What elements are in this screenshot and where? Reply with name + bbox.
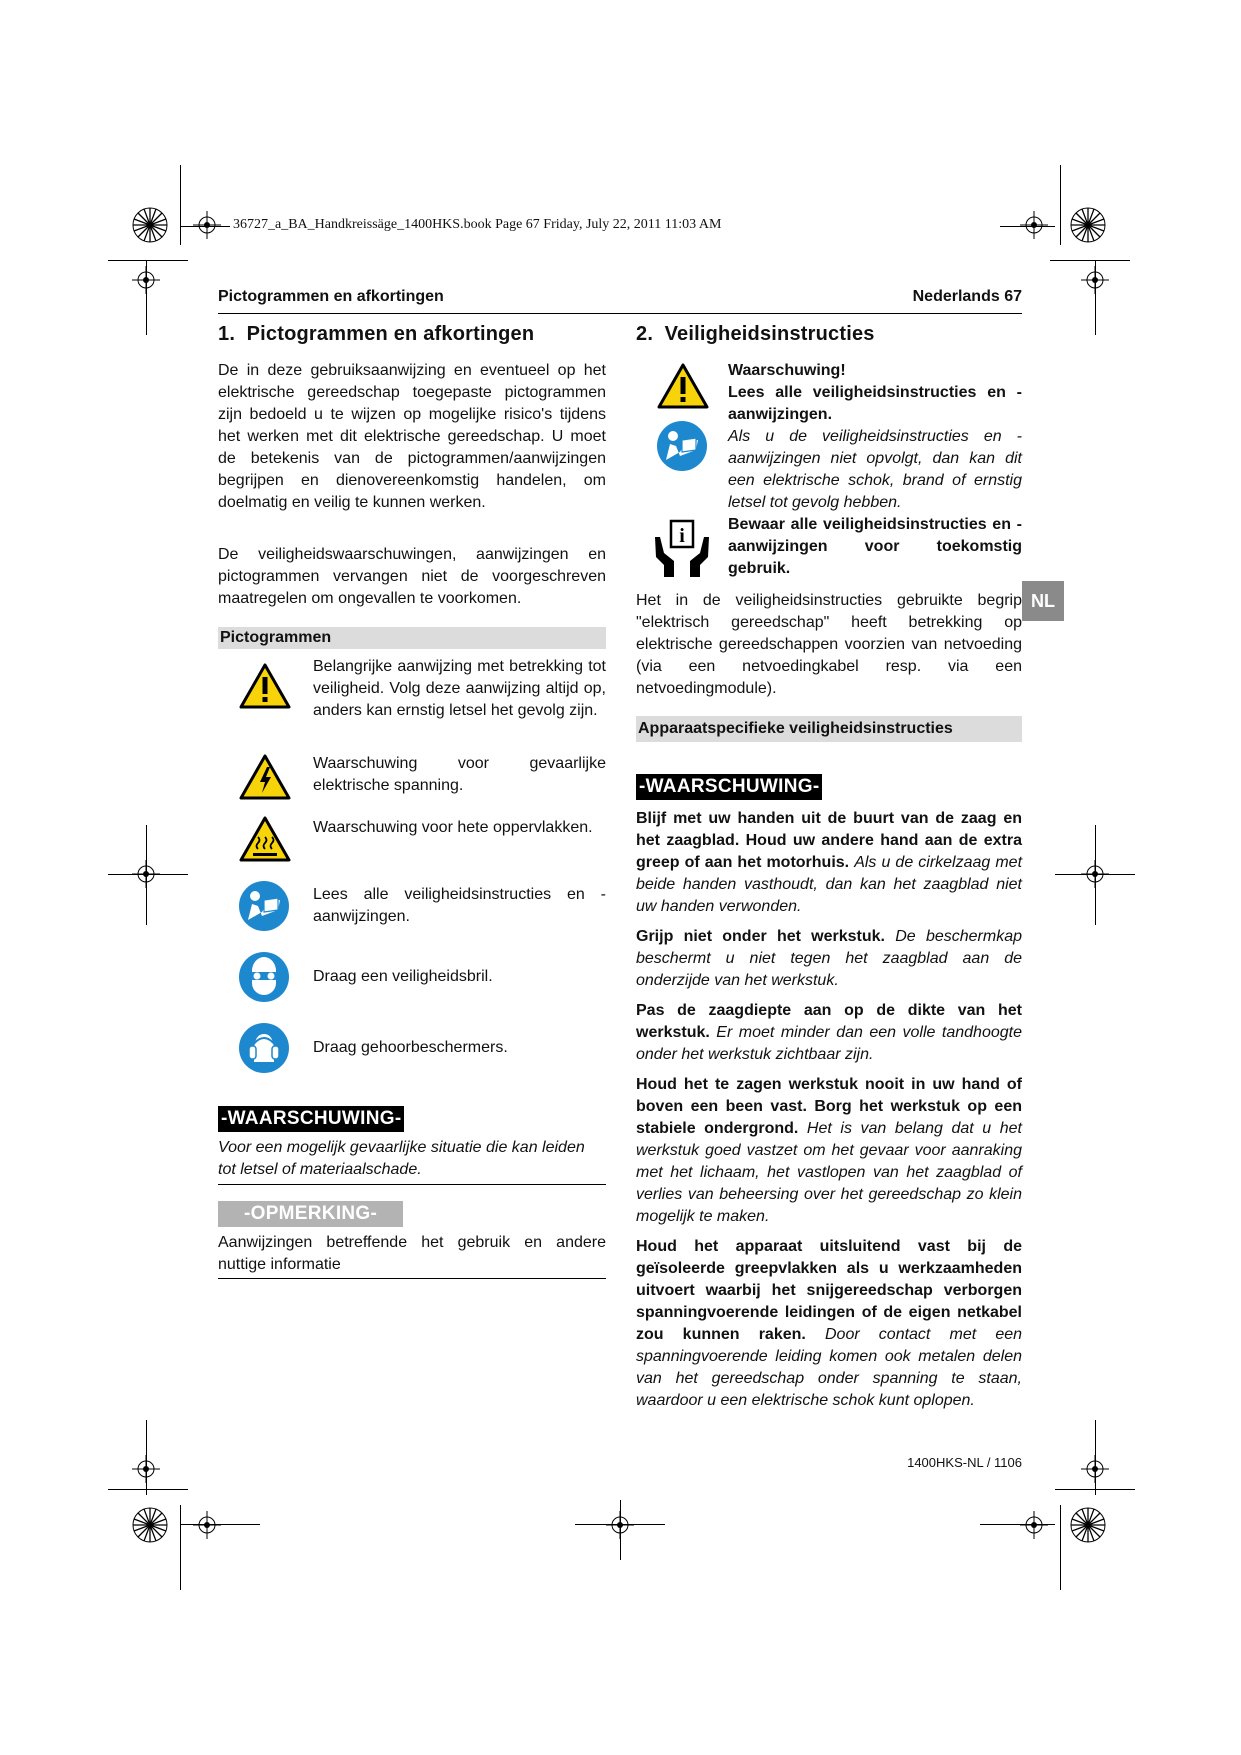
warning-triangle-icon xyxy=(656,362,710,410)
read-manual-icon xyxy=(238,880,290,932)
warning-read-all: Lees alle veiligheidsinstructies en -aanwijzingen. xyxy=(728,384,1022,423)
warning-consequence: Als u de veiligheidsinstructies en -aanwijzingen niet opvolgt, dan kan dit een elektrische schok, brand of ernstig letsel tot gevolg hebben. xyxy=(728,428,1022,511)
section-2-heading: 2. Veiligheidsinstructies xyxy=(636,323,875,345)
section-1-heading: 1. Pictogrammen en afkortingen xyxy=(218,323,535,345)
safety-glasses-icon xyxy=(238,951,290,1003)
picto-text-warning: Belangrijke aanwijzing met betrekking tot veiligheid. Volg deze aanwijzing altijd op, anders kan ernstig letsel het gevolg zijn. xyxy=(313,658,606,719)
note-description: Aanwijzingen betreffende het gebruik en andere nuttige informatie xyxy=(218,1234,606,1273)
ear-protection-icon xyxy=(238,1022,290,1074)
crosshair-icon xyxy=(132,1455,160,1483)
keep-instructions: Bewaar alle veiligheidsinstructies en -aanwijzingen voor toekomstig gebruik. xyxy=(728,516,1022,577)
crosshair-icon xyxy=(193,1511,221,1539)
svg-text:i: i xyxy=(679,525,685,547)
picto-text-ear-protection: Draag gehoorbeschermers. xyxy=(313,1039,508,1056)
instruction-item: Houd het apparaat uitsluitend vast bij de geïsoleerde greepvlakken als u werkzaamheden uitvoert waarbij het snijgereedschap verborgen spanningvoerende leidingen of de eigen netkabel zou kunnen raken. Door contact met een spanningvoerende leiding komen ook metalen delen van het gereedschap onder spanning te staan, waardoor u een elektrische schok kunt oplopen. xyxy=(636,1238,1023,1409)
crosshair-icon xyxy=(1081,1455,1109,1483)
electric-voltage-icon xyxy=(238,753,292,801)
picto-text-voltage: Waarschuwing voor gevaarlijke elektrische spanning. xyxy=(313,755,606,794)
crosshair-icon xyxy=(193,211,221,239)
warning-rule xyxy=(218,1184,606,1185)
instruction-item: Pas de zaagdiepte aan op de dikte van het werkstuk. Er moet minder dan een volle tandhoogte onder het werkstuk zichtbaar zijn. xyxy=(636,1002,1022,1063)
file-header: 36727_a_BA_Handkreissäge_1400HKS.book Page 67 Friday, July 22, 2011 11:03 AM xyxy=(233,217,722,232)
picto-text-safety-glasses: Draag een veiligheidsbril. xyxy=(313,968,493,985)
pictograms-heading: Pictogrammen xyxy=(218,627,606,649)
crosshair-icon xyxy=(1020,211,1048,239)
read-manual-icon xyxy=(656,420,708,472)
running-header-left: Pictogrammen en afkortingen xyxy=(218,288,444,305)
language-tab: NL xyxy=(1022,581,1064,621)
warning-triangle-icon xyxy=(238,662,292,710)
warning-description: Voor een mogelijk gevaarlijke situatie die kan leiden tot letsel of materiaalschade. xyxy=(218,1139,585,1178)
warning-label: -WAARSCHUWING- xyxy=(218,1106,404,1132)
instruction-list xyxy=(636,808,1022,1412)
picto-text-hot-surface: Waarschuwing voor hete oppervlakken. xyxy=(313,819,593,836)
note-label: -OPMERKING- xyxy=(218,1201,403,1227)
instruction-item: Blijf met uw handen uit de buurt van de zaag en het zaagblad. Houd uw andere hand aan de extra greep of aan het motorhuis. Als u de cirkelzaag met beide handen vasthoudt, dan kan het zaagblad niet uw handen verwonden. xyxy=(636,810,1023,915)
hot-surface-icon xyxy=(238,815,292,863)
crosshair-icon xyxy=(1020,1511,1048,1539)
registration-target-icon xyxy=(1068,205,1108,245)
keep-instructions-icon xyxy=(652,519,712,581)
header-rule xyxy=(218,313,1022,314)
intro-paragraph-2: De veiligheidswaarschuwingen, aanwijzingen en pictogrammen vervangen niet de voorgeschreven maatregelen om ongevallen te voorkomen. xyxy=(218,546,606,607)
picto-text-read-manual: Lees alle veiligheidsinstructies en -aanwijzingen. xyxy=(313,886,606,925)
footer-code: 1400HKS-NL / 1106 xyxy=(907,1455,1022,1470)
instruction-item: Grijp niet onder het werkstuk. De beschermkap beschermt u niet tegen het zaagblad aan de onderzijde van het werkstuk. xyxy=(636,928,1022,989)
registration-target-icon xyxy=(1068,1505,1108,1545)
safety-warning-block xyxy=(728,360,1022,580)
registration-target-icon xyxy=(130,205,170,245)
note-rule xyxy=(218,1278,606,1279)
device-specific-heading: Apparaatspecifieke veiligheidsinstructies xyxy=(636,716,1022,742)
term-paragraph: Het in de veiligheidsinstructies gebruikte begrip "elektrisch gereedschap" heeft betrekking op elektrische gereedschappen voorzien van netvoeding (via een netvoedingkabel resp. via een netvoedingmodule). xyxy=(636,592,1022,697)
warning-title: Waarschuwing! xyxy=(728,362,846,379)
running-header-right: Nederlands 67 xyxy=(912,288,1022,305)
registration-target-icon xyxy=(130,1505,170,1545)
warning-label: -WAARSCHUWING- xyxy=(636,774,822,800)
intro-paragraph-1: De in deze gebruiksaanwijzing en eventueel op het elektrische gereedschap toegepaste pictogrammen zijn bedoeld u te wijzen op mogelijke risico's tijdens het werken met dit elektrische gereedschap. U moet de betekenis van de pictogrammen/aanwijzingen begrijpen en dienovereenkomstig handelen, om doelmatig en veilig te kunnen werken. xyxy=(218,362,606,511)
instruction-item: Houd het te zagen werkstuk nooit in uw hand of boven een been vast. Borg het werkstuk op een stabiele ondergrond. Het is van belang dat u het werkstuk goed vastzet om het gevaar voor aanraking met het lichaam, het vastlopen van het zaagblad of verlies van beheersing over het gereedschap zo klein mogelijk te maken. xyxy=(636,1076,1022,1225)
